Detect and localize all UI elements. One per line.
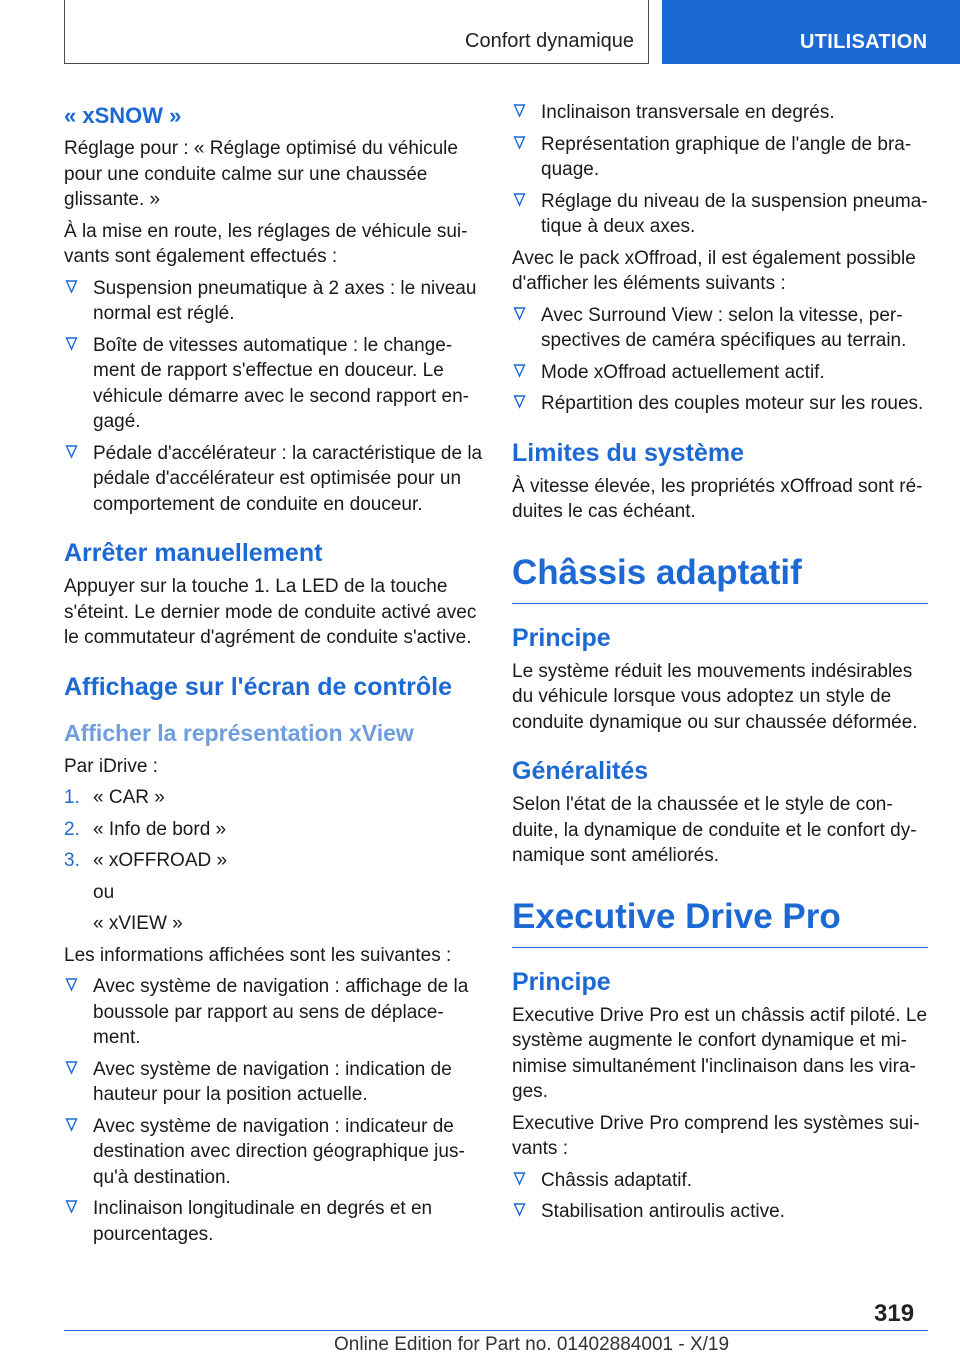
header-chapter-tab xyxy=(662,0,960,64)
edp-chapter-heading: Executive Drive Pro xyxy=(512,895,928,948)
triangle-bullet-icon xyxy=(65,279,78,295)
generalites-paragraph: Selon l'état de la chaussée et le style de conduite, la dynamique de conduite et le confort dynamique sont améliorés. xyxy=(512,794,917,866)
list-item: Avec système de navigation : indication de hauteur pour la position actuelle. xyxy=(64,1057,484,1108)
list-item: Répartition des couples moteur sur les roues. xyxy=(512,391,928,417)
triangle-bullet-icon xyxy=(65,444,78,460)
triangle-bullet-icon xyxy=(65,336,78,352)
list-item: Réglage du niveau de la suspension pneumatique à deux axes. xyxy=(512,189,928,240)
list-item: Représentation graphique de l'angle de braquage. xyxy=(512,132,928,183)
principe-paragraph: Le système réduit les mouvements indésirables du véhicule lorsque vous adoptez un style de conduite dynamique ou sur chaussée déformée. xyxy=(512,660,918,733)
header-section-title: Confort dynamique xyxy=(465,30,634,52)
triangle-bullet-icon xyxy=(65,1199,78,1215)
list-item: Inclinaison longitudinale en degrés et en pourcentages. xyxy=(64,1196,484,1247)
triangle-bullet-icon xyxy=(513,306,526,322)
limites-paragraph: À vitesse élevée, les propriétés xOffroad sont réduites le cas échéant. xyxy=(512,475,923,522)
arreter-paragraph: Appuyer sur la touche 1. La LED de la touche s'éteint. Le dernier mode de conduite activé avec le commutateur d'agrément de conduite s'active. xyxy=(64,576,477,648)
header-chapter-title: UTILISATION xyxy=(800,31,928,53)
step-number: 3. xyxy=(64,850,80,871)
principe-paragraph-2: Executive Drive Pro est un châssis actif piloté. Le système augmente le confort dynamique et minimise simultanément l'inclinaison dans les virages. xyxy=(512,1004,928,1102)
triangle-bullet-icon xyxy=(65,977,78,993)
page-number: 319 xyxy=(874,1300,915,1327)
xsnow-list xyxy=(64,276,484,518)
edp-systems-intro: Executive Drive Pro comprend les systèmes suivants : xyxy=(512,1112,920,1159)
arreter-heading: Arrêter manuellement xyxy=(64,539,323,567)
step-number: 1. xyxy=(64,787,80,808)
steps-list xyxy=(64,785,484,874)
step-number: 2. xyxy=(64,818,80,840)
list-item: 3. « xOFFROAD » xyxy=(64,848,484,874)
triangle-bullet-icon xyxy=(513,363,526,379)
footer-divider xyxy=(64,1330,928,1331)
triangle-bullet-icon xyxy=(513,394,526,410)
list-item: Avec système de navigation : indicateur de destination avec direction géographique jusqu'à destination. xyxy=(64,1114,484,1191)
offroad-list xyxy=(512,303,928,417)
xsnow-heading: « xSNOW » xyxy=(64,103,182,128)
affichage-heading: Affichage sur l'écran de contrôle xyxy=(64,672,452,701)
step-alternative: « xVIEW » xyxy=(93,913,183,934)
left-column xyxy=(64,100,484,1253)
principe-heading: Principe xyxy=(512,623,611,652)
list-item: 1. « CAR » xyxy=(64,785,484,811)
list-item: Suspension pneumatique à 2 axes : le niveau normal est réglé. xyxy=(64,276,484,327)
list-item: Boîte de vitesses automatique : le changement de rapport s'effectue en douceur. Le véhicule démarre avec le second rapport engagé. xyxy=(64,333,484,435)
afficher-heading: Afficher la représentation xView xyxy=(64,719,414,746)
list-item: Pédale d'accélérateur : la caractéristique de la pédale d'accélérateur est optimisée pour un comportement de conduite en douceur. xyxy=(64,441,484,518)
limites-heading: Limites du système xyxy=(512,438,745,467)
infos-list xyxy=(64,974,484,1247)
triangle-bullet-icon xyxy=(513,135,526,151)
list-item: Châssis adaptatif. xyxy=(512,1168,928,1194)
header-section-tab xyxy=(64,0,649,64)
afficher-intro: Par iDrive : xyxy=(64,755,158,777)
edp-list xyxy=(512,1168,928,1225)
list-item: 2. « Info de bord » xyxy=(64,817,484,843)
chassis-chapter-heading: Châssis adaptatif xyxy=(512,551,928,604)
infos-intro: Les informations affichées sont les suivantes : xyxy=(64,944,452,966)
list-item: Avec Surround View : selon la vitesse, perspectives de caméra spécifiques au terrain. xyxy=(512,303,928,354)
generalites-heading: Généralités xyxy=(512,757,649,785)
principe-heading-2: Principe xyxy=(512,967,611,996)
continued-list xyxy=(512,100,928,240)
step-or: ou xyxy=(93,881,115,903)
right-column xyxy=(512,100,928,1231)
xsnow-paragraph-2: À la mise en route, les réglages de véhicule suivants sont également effectués : xyxy=(64,220,468,267)
footer-edition: Online Edition for Part no. 01402884001 - X/19 xyxy=(334,1334,730,1355)
triangle-bullet-icon xyxy=(65,1117,78,1133)
list-item: Mode xOffroad actuellement actif. xyxy=(512,360,928,386)
triangle-bullet-icon xyxy=(513,1202,526,1218)
list-item: Inclinaison transversale en degrés. xyxy=(512,100,928,126)
triangle-bullet-icon xyxy=(513,1171,526,1187)
triangle-bullet-icon xyxy=(65,1060,78,1076)
triangle-bullet-icon xyxy=(513,192,526,208)
offroad-intro: Avec le pack xOffroad, il est également possible d'afficher les éléments suivants : xyxy=(512,247,916,294)
list-item: Avec système de navigation : affichage de la boussole par rapport au sens de déplacement. xyxy=(64,974,484,1051)
list-item: Stabilisation antiroulis active. xyxy=(512,1199,928,1225)
triangle-bullet-icon xyxy=(513,103,526,119)
xsnow-paragraph-1: Réglage pour : « Réglage optimisé du véhicule pour une conduite calme sur une chaussée glissante. » xyxy=(64,138,458,210)
